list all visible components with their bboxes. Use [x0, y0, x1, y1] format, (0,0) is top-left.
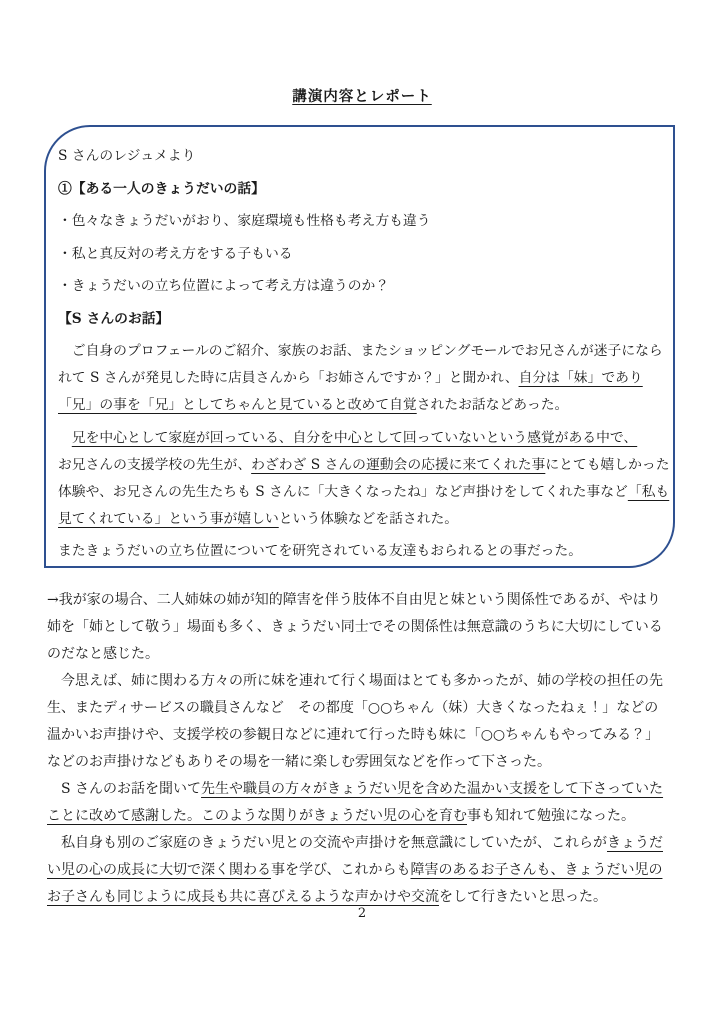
- paragraph: [58, 273, 664, 300]
- text-segment: などのお声掛けなどもありその場を一緒に楽しむ雰囲気などを作って下さった。: [47, 754, 551, 770]
- text-segment: 今思えば、姉に関わる方々の所に妹を連れて行く場面はとても多かったが、姉の学校の担任の先: [47, 673, 663, 689]
- underlined-text-segment: 先生や職員の方々がきょうだい児を含めた温かい支援をして下さっていた: [201, 781, 664, 797]
- underlined-text-segment: 障害のあるお子さんも、きょうだい児の: [410, 862, 663, 878]
- text-segment: のだなと感じた。: [47, 646, 159, 662]
- text-line: [47, 641, 681, 668]
- text-line: [47, 614, 681, 641]
- paragraph: [58, 338, 664, 419]
- text-line: [58, 538, 664, 565]
- underlined-text-segment: い児の心の成長に大切で深く関わる: [47, 862, 271, 878]
- text-segment: 温かいお声掛けや、支援学校の参観日などに連れて行った時も妹に「○○ちゃんもやってみる？」: [47, 727, 660, 743]
- underlined-text-segment: ことに改めて感謝した。このような関りがきょうだい児の心を育む: [47, 808, 467, 824]
- text-segment: ・私と真反対の考え方をする子もいる: [58, 245, 293, 262]
- text-segment: またきょうだいの立ち位置についてを研究されている友達もおられるとの事だった。: [58, 543, 583, 559]
- underlined-text-segment: 見てくれている」という事が嬉しい: [58, 510, 279, 527]
- text-line: [58, 365, 664, 392]
- text-line: [47, 749, 681, 776]
- text-line: [58, 392, 664, 419]
- text-segment: れて S さんが発見した時に店員さんから「お姉さんですか？」と聞かれ、: [58, 370, 519, 386]
- paragraph: [58, 208, 664, 235]
- paragraph: [47, 668, 681, 776]
- underlined-text-segment: お子さんも同じように成長も共に喜びえるような声かけや交流: [47, 889, 439, 905]
- text-line: [58, 506, 664, 533]
- text-segment: 私自身も別のご家庭のきょうだい児との交流や声掛けを無意識にしていたが、これらが: [47, 835, 607, 851]
- paragraph: [58, 425, 670, 533]
- text-line: [58, 143, 664, 170]
- text-segment: ご自身のプロフェールのご紹介、家族のお話、またショッピングモールでお兄さんが迷子になら: [58, 343, 663, 359]
- underlined-text-segment: 兄を中心として家庭が回っている、自分を中心として回っていないという感覚がある中で、: [71, 429, 638, 446]
- text-line: [58, 176, 664, 203]
- underlined-text-segment: わざわざ S さんの運動会の応援に来てくれた事: [251, 456, 546, 473]
- text-line: [47, 776, 681, 803]
- text-line: [58, 208, 664, 235]
- paragraph: [47, 776, 681, 830]
- underlined-text-segment: 自分は「妹」であり: [518, 370, 643, 386]
- text-segment: お兄さんの支援学校の先生が、: [58, 456, 252, 473]
- text-line: [47, 857, 681, 884]
- text-segment: 姉を「姉として敬う」場面も多く、きょうだい同士でその関係性は無意識のうちに大切にしている: [47, 619, 663, 635]
- text-segment: 事を学び、これからも: [271, 862, 411, 878]
- text-segment: S さんのお話を聞いて: [47, 781, 202, 797]
- text-segment: されたお話などあった。: [416, 397, 569, 413]
- text-line: [58, 425, 664, 452]
- text-segment: ・きょうだいの立ち位置によって考え方は違うのか？: [58, 278, 390, 294]
- text-line: [58, 338, 664, 365]
- paragraph: [58, 241, 664, 268]
- text-segment: という体験などを話された。: [278, 510, 459, 527]
- text-segment: 事も知れて勉強になった。: [467, 808, 635, 824]
- paragraph: [58, 306, 664, 333]
- paragraph: [58, 143, 664, 170]
- text-segment: をして行きたいと思った。: [439, 889, 607, 905]
- text-segment: 【S さんのお話】: [58, 310, 170, 327]
- text-line: [47, 695, 681, 722]
- lecture-summary-box: [44, 125, 675, 568]
- text-line: [47, 803, 681, 830]
- text-segment: 生、またディサービスの職員さんなど その都度「○○ちゃん（妹）大きくなったねぇ！」などの: [47, 700, 659, 716]
- text-line: [47, 722, 681, 749]
- paragraph: [47, 587, 681, 668]
- text-line: [58, 452, 670, 479]
- underlined-text-segment: 「兄」の事を「兄」としてちゃんと見ていると改めて自覚: [58, 397, 417, 413]
- text-line: [47, 668, 681, 695]
- text-line: [58, 241, 664, 268]
- text-segment: S さんのレジュメより: [58, 148, 196, 164]
- page-title-text: 講演内容とレポート: [292, 88, 432, 105]
- page-title: [0, 85, 724, 106]
- underlined-text-segment: 「私も: [627, 483, 670, 500]
- text-segment: [58, 430, 72, 446]
- text-line: [58, 479, 670, 506]
- text-segment: ①【ある一人のきょうだいの話】: [58, 180, 265, 197]
- text-segment: ・色々なきょうだいがおり、家庭環境も性格も考え方も違う: [58, 213, 431, 229]
- underlined-text-segment: きょうだ: [607, 835, 663, 851]
- paragraph: [47, 830, 681, 911]
- text-line: [47, 830, 681, 857]
- text-segment: →我が家の場合、二人姉妹の姉が知的障害を伴う肢体不自由児と妹という関係性であるが、やはり: [47, 592, 661, 608]
- text-segment: 体験や、お兄さんの先生たちも S さんに「大きくなったね」など声掛けをしてくれた事など: [58, 483, 628, 500]
- paragraph: [58, 176, 664, 203]
- text-line: [58, 306, 664, 333]
- text-line: [47, 587, 681, 614]
- report-body: [47, 587, 681, 911]
- text-line: [58, 273, 664, 300]
- page-number: 2: [357, 906, 367, 921]
- paragraph: [58, 538, 664, 565]
- text-segment: にとても嬉しかった: [545, 456, 670, 473]
